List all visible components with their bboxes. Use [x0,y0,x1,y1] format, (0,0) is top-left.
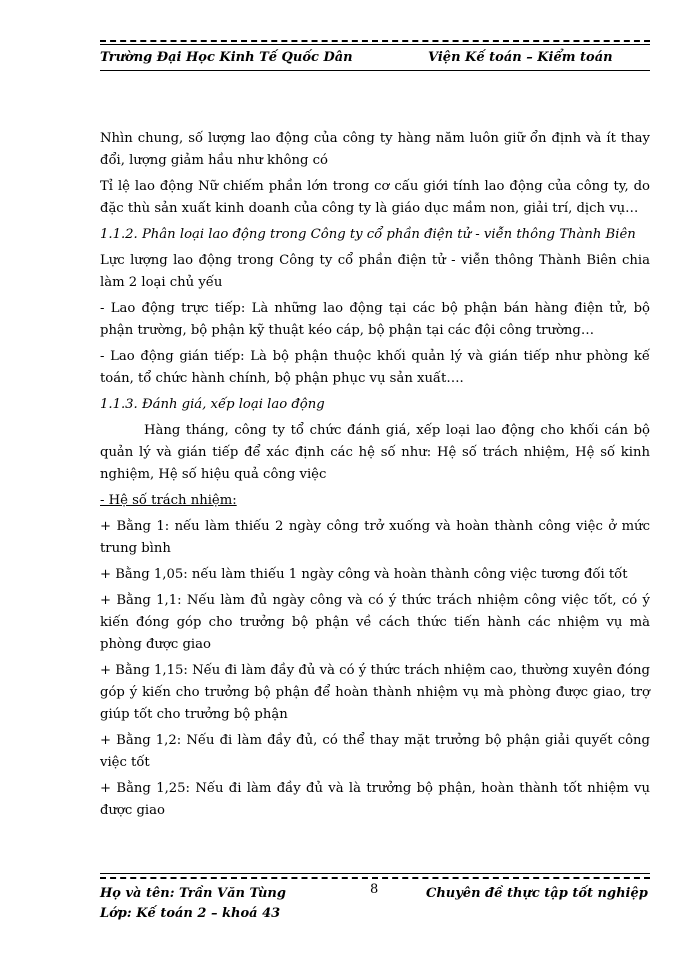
page-number: 8 [370,882,379,897]
footer-author: Họ và tên: Trần Văn Tùng [100,886,286,901]
paragraph: Hàng tháng, công ty tổ chức đánh giá, xếp loại lao động cho khối cán bộ quản lý và gián tiếp để xác định các hệ số như: Hệ số trách nhiệm, Hệ số kinh nghiệm, Hệ số hiệu quả công việc [100,423,650,482]
paragraph: Lực lượng lao động trong Công ty cổ phần điện tử - viễn thông Thành Biên chia làm 2 loại chủ yếu [100,253,650,290]
header-university: Trường Đại Học Kinh Tế Quốc Dân [100,50,353,65]
paragraph: - Lao động gián tiếp: Là bộ phận thuộc khối quản lý và gián tiếp như phòng kế toán, tổ chức hành chính, bộ phận phục vụ sản xuất…. [100,349,650,386]
list-item: + Bằng 1,25: Nếu đi làm đầy đủ và là trưởng bộ phận, hoàn thành tốt nhiệm vụ được giao [100,781,650,818]
list-item: + Bằng 1,15: Nếu đi làm đầy đủ và có ý thức trách nhiệm cao, thường xuyên đóng góp ý kiến cho trưởng bộ phận để hoàn thành nhiệm vụ mà phòng được giao, trợ giúp tốt cho trưởng bộ phận [100,663,650,722]
header-institute: Viện Kế toán – Kiểm toán [428,50,613,65]
header-rule-bottom [100,70,650,71]
paragraph: - Lao động trực tiếp: Là những lao động tại các bộ phận bán hàng điện tử, bộ phận trường, bộ phận kỹ thuật kéo cáp, bộ phận tại các đội công trường… [100,301,650,338]
list-item: + Bằng 1,05: nếu làm thiếu 1 ngày công và hoàn thành công việc tương đối tốt [100,567,628,582]
list-item: + Bằng 1,2: Nếu đi làm đầy đủ, có thể thay mặt trưởng bộ phận giải quyết công việc tốt [100,733,650,770]
section-heading: 1.1.2. Phân loại lao động trong Công ty cổ phần điện tử - viễn thông Thành Biên [100,227,636,242]
subheading-underlined: - Hệ số trách nhiệm: [100,493,237,508]
footer-class: Lớp: Kế toán 2 – khoá 43 [100,906,281,921]
header-rule-top [100,40,650,42]
list-item: + Bằng 1: nếu làm thiếu 2 ngày công trở xuống và hoàn thành công việc ở mức trung bình [100,519,650,556]
section-heading: 1.1.3. Đánh giá, xếp loại lao động [100,397,325,412]
footer-rule-bottom [100,877,650,879]
header-rule-top-inner [100,44,650,45]
paragraph: Nhìn chung, số lượng lao động của công ty hàng năm luôn giữ ổn định và ít thay đổi, lượng giảm hầu như không có [100,131,650,168]
footer-rule-top [100,873,650,874]
document-body [100,128,650,826]
list-item: + Bằng 1,1: Nếu làm đủ ngày công và có ý thức trách nhiệm công việc tốt, có ý kiến đóng góp cho trưởng bộ phận về cách thức tiến hành các nhiệm vụ mà phòng được giao [100,593,650,652]
paragraph: Tỉ lệ lao động Nữ chiếm phần lớn trong cơ cấu giới tính lao động của công ty, do đặc thù sản xuất kinh doanh của công ty là giáo dục mầm non, giải trí, dịch vụ… [100,179,650,216]
footer-report-title: Chuyên đề thực tập tốt nghiệp [426,886,648,901]
